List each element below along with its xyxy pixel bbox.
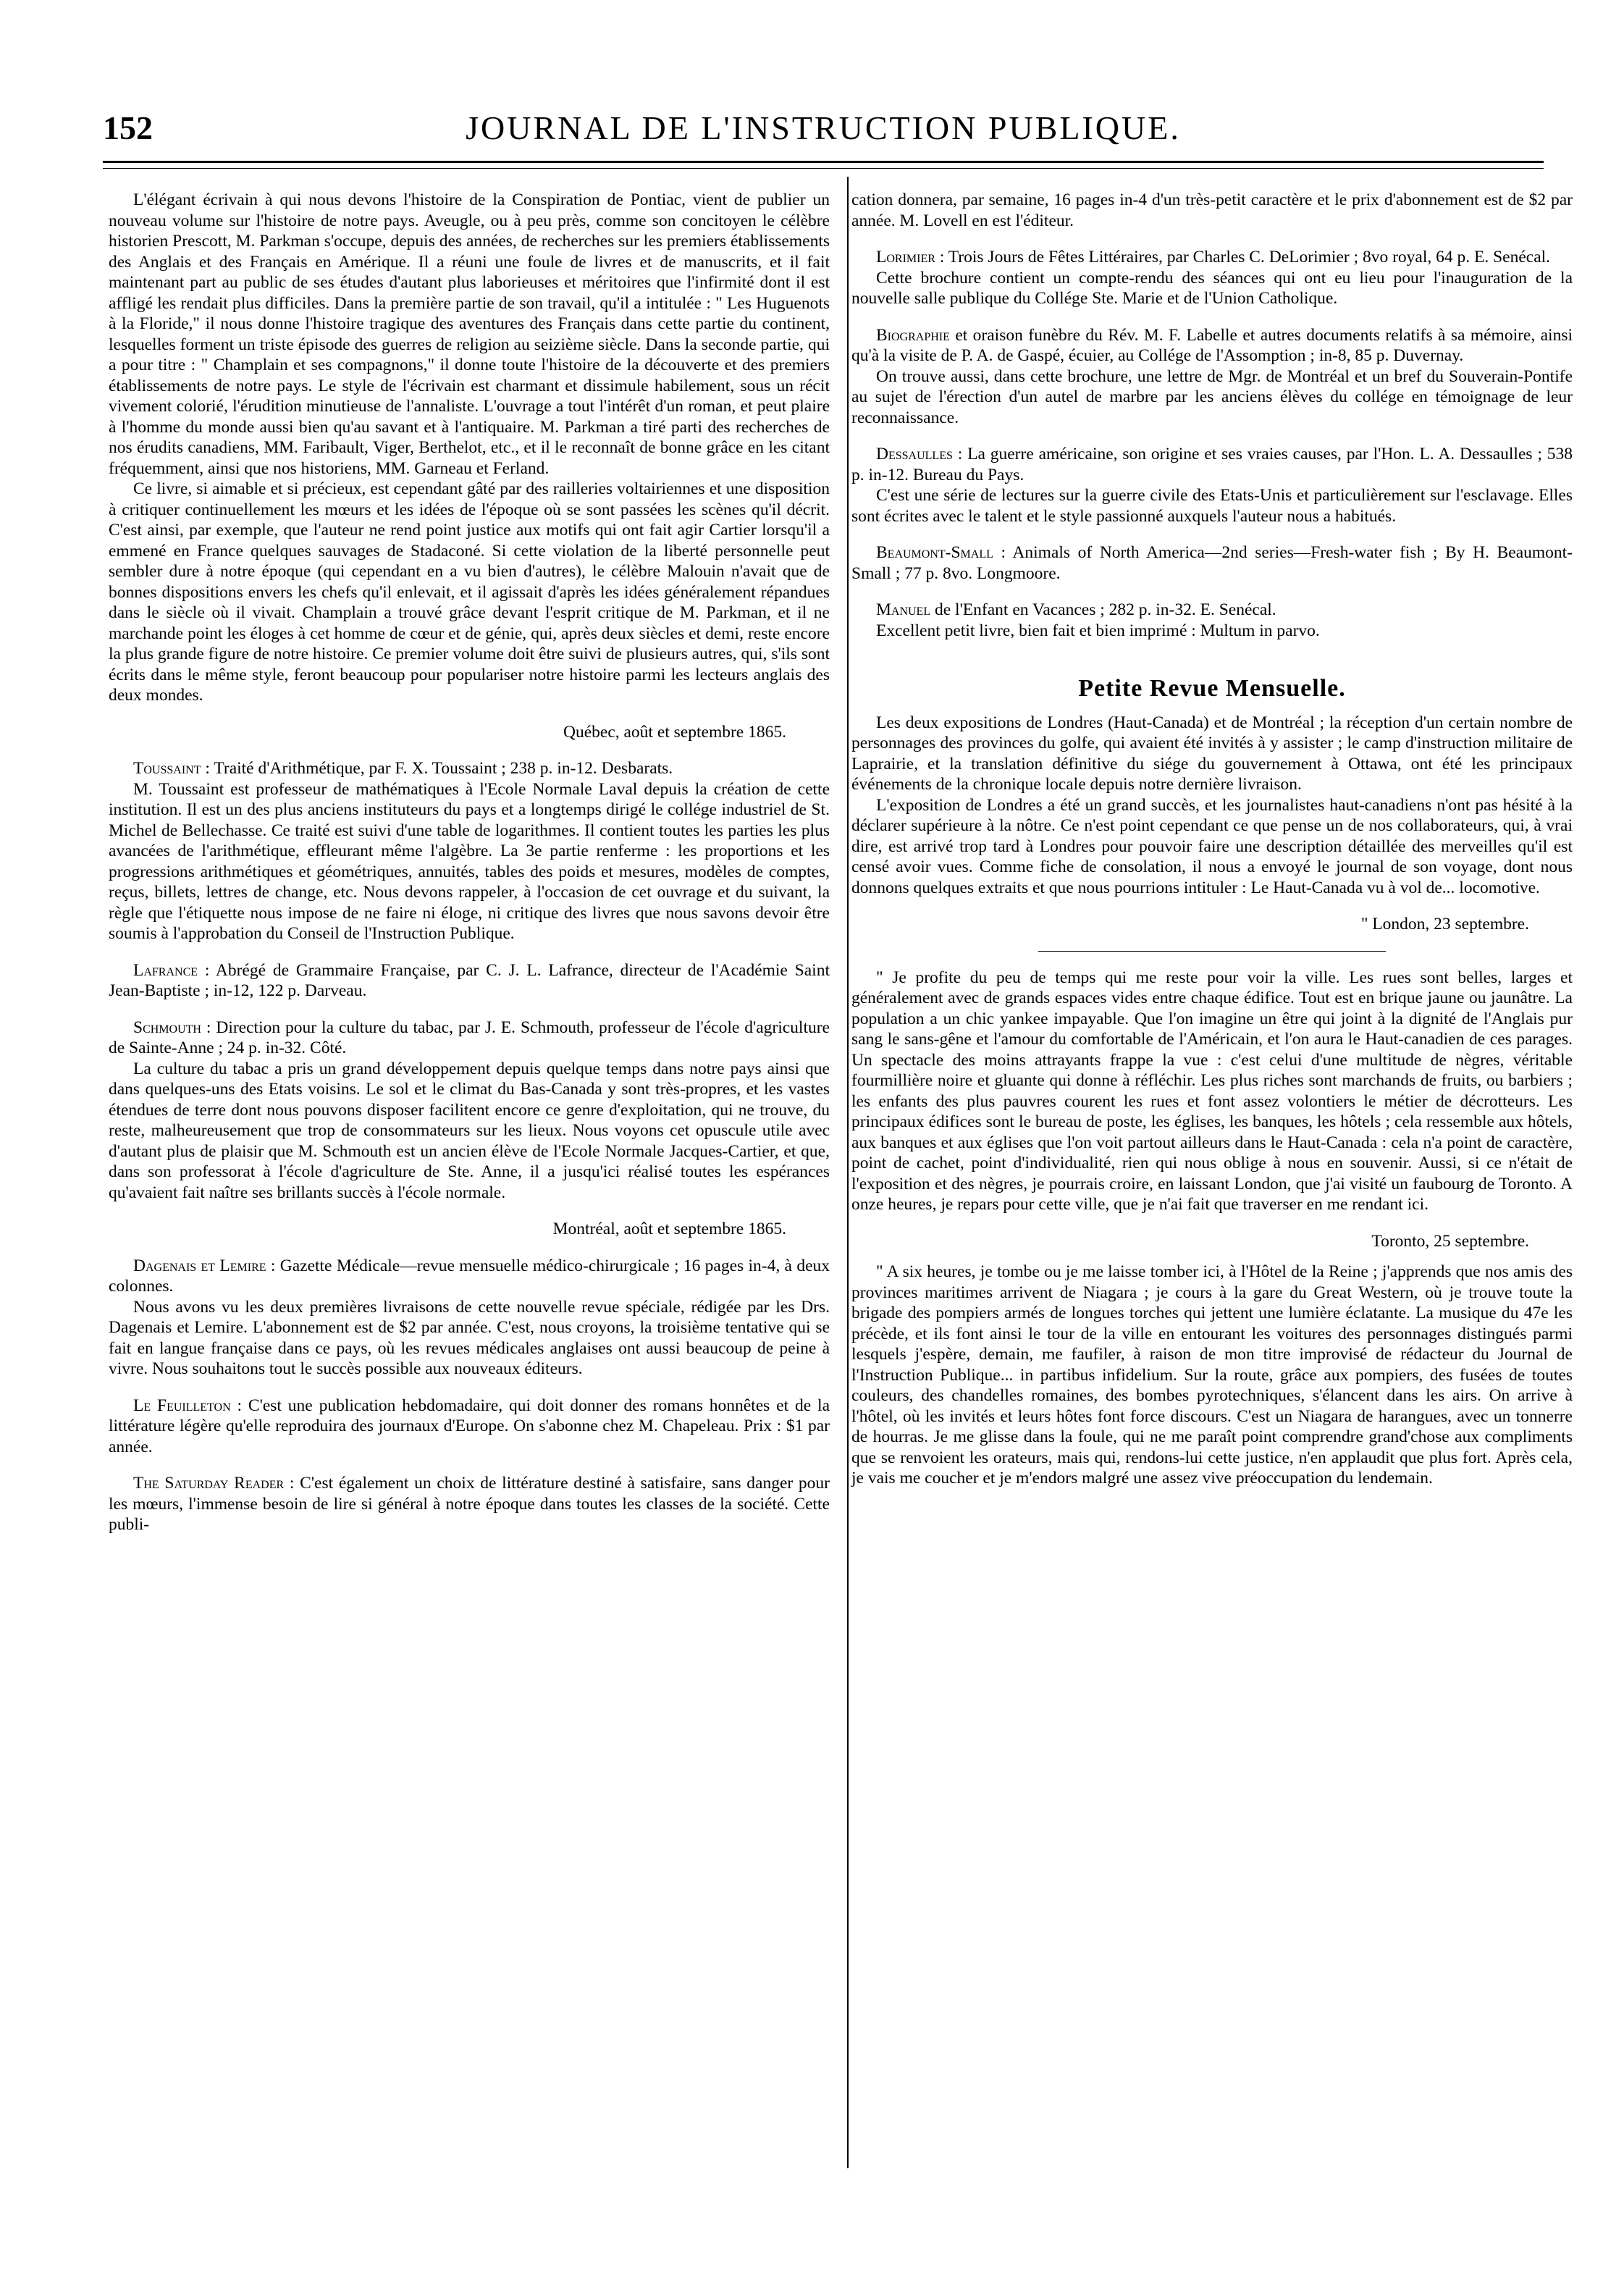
entry-dagenais-body: Nous avons vu les deux premières livraisons de cette nouvelle revue spéciale, rédigée par les Drs. Dagenais et Lemire. L'abonnement est de $2 par année. C'est, nous croyons, la troisième tentative qui se fait en langue française dans ce pays, où les revues médicales anglaises ont aussi beaucoup de peine à vivre. Nous souhaitons tout le succès possible aux nouveaux éditeurs. <box>109 1297 830 1378</box>
left-column <box>109 190 830 1535</box>
page-number: 152 <box>103 109 153 146</box>
entry-title: Traité d'Arithmétique, par F. X. Toussaint ; 238 p. in-12. Desbarats. <box>214 759 673 778</box>
page-header <box>103 109 1544 159</box>
entry-author: Dagenais et Lemire : <box>133 1256 276 1275</box>
entry-toussaint <box>109 758 830 779</box>
entry-author: Toussaint : <box>133 759 210 778</box>
entry-title: Animals of North America—2nd series—Fresh-water fish ; By H. Beaumont-Small ; 77 p. 8vo. Longmoore. <box>851 543 1573 583</box>
london-letter: " Je profite du peu de temps qui me reste pour voir la ville. Les rues sont belles, larges et généralement avec de grands espaces vides entre chaque édifice. Tout est en brique jaune ou jaunâtre. La population a un chic yankee impayable. Que l'on imagine un être qui joint à la dignité de l'Anglais pur sang le sans-gêne et l'amour du comfortable de l'Américain, et l'on aura le Haut-canadien de ces parages. Un spectacle des moins attrayants frappe la vue : c'est celui d'une multitude de nègres, véritable fourmillière noire et gluante qui donne à réfléchir. Les plus riches sont marchands de fruits, ou barbiers ; les enfants des plus pauvres courent les rues et font assez volontiers le métier de décrotteurs. Les principaux édifices sont le bureau de poste, les églises, les banques, les hôtels ; cela ressemble aux hôtels, aux banques et aux églises que l'on voit partout ailleurs dans le Haut-Canada : cela n'a point de caractère, point de cachet, point d'individualité, rien qui nous oblige à nous en souvenir. Aussi, si ce n'était de l'exposition et des nègres, je pourrais croire, en laissant London, que j'ai visité un faubourg de Toronto. A onze heures, je repars pour cette ville, que je n'ai fait que traverser en me rendant ici. <box>851 968 1573 1214</box>
entry-dagenais <box>109 1256 830 1297</box>
entry-author: The Saturday Reader : <box>133 1474 295 1493</box>
saturday-reader-continued: cation donnera, par semaine, 16 pages in-4 d'un très-petit caractère et le prix d'abonnement est de $2 par année. M. Lovell en est l'éditeur. <box>851 190 1573 230</box>
entry-biographie <box>851 325 1573 366</box>
entry-title: Gazette Médicale—revue mensuelle médico-chirurgicale ; 16 pages in-4, à deux colonnes. <box>109 1256 830 1296</box>
header-rule-thick <box>103 161 1544 163</box>
section-title-petite-revue: Petite Revue Mensuelle. <box>1078 675 1346 702</box>
entry-beaumont-small <box>851 542 1573 584</box>
right-column <box>851 190 1573 1489</box>
entry-author: Lorimier : <box>876 248 945 267</box>
entry-author: Le Feuilleton : <box>133 1396 243 1415</box>
column-divider <box>847 177 849 2168</box>
entry-title: Trois Jours de Fêtes Littéraires, par Charles C. DeLorimier ; 8vo royal, 64 p. E. Senécal. <box>948 248 1551 267</box>
entry-author: Biographie <box>876 325 950 345</box>
entry-title: de l'Enfant en Vacances ; 282 p. in-32. E. Senécal. <box>934 600 1276 619</box>
entry-toussaint-body: M. Toussaint est professeur de mathématiques à l'Ecole Normale Laval depuis la création de cette institution. Il est un des plus anciens instituteurs du pays et a longtemps dirigé le collége industriel de St. Michel de Bellechasse. Ce traité est suivi d'une table de logarithmes. Il contient toutes les parties les plus avancées de l'arithmétique, effleurant même l'algèbre. La 3e partie renferme : les proportions et les progressions arithmétiques et géométriques, annuités, tables des poids et mesures, modèles de comptes, reçus, billets, lettres de change, etc. Nous devons rappeler, à l'occasion de cet ouvrage et du suivant, la règle que l'étiquette nous impose de ne faire ni éloge, ni critique des livres que nous savons devoir être soumis à l'approbation du Conseil de l'Instruction Publique. <box>109 779 830 943</box>
entry-schmouth <box>109 1018 830 1059</box>
entry-lorimier-body: Cette brochure contient un compte-rendu des séances qui ont eu lieu pour l'inauguration de la nouvelle salle publique du Collége Ste. Marie et de l'Union Catholique. <box>851 268 1573 308</box>
journal-title: JOURNAL DE L'INSTRUCTION PUBLIQUE. <box>466 109 1181 146</box>
section-divider <box>1038 951 1386 952</box>
entry-body: C'est une publication hebdomadaire, qui doit donner des romans honnêtes et de la littérature légère qu'elle reproduira des journaux d'Europe. On s'abonne chez M. Chapeleau. Prix : $1 par année. <box>109 1396 830 1456</box>
entry-title: La guerre américaine, son origine et ses vraies causes, par l'Hon. L. A. Dessaulles ; 538 p. in-12. Bureau du Pays. <box>851 445 1573 484</box>
dateline-london: " London, 23 septembre. <box>1360 915 1529 933</box>
parkman-paragraph-1: L'élégant écrivain à qui nous devons l'histoire de la Conspiration de Pontiac, vient de publier un nouveau volume sur l'histoire de notre pays. Aveugle, ou à peu près, comme son concitoyen le célèbre historien Prescott, M. Parkman s'occupe, depuis des années, de recherches sur les premiers établissements des Anglais et des Français en Amérique. Il a réuni une foule de livres et de manuscrits, et il fait maintenant part au public de ses études d'autant plus laborieuses et méritoires que l'infirmité dont il est affligé les rendait plus difficiles. Dans la première partie de son travail, qu'il a intitulée : " Les Huguenots à la Floride," il nous donne l'histoire tragique des aventures des Français dans cette partie du continent, lesquelles forment un triste épisode des guerres de religion au seizième siècle. Dans la seconde partie, qui a pour titre : " Champlain et ses compagnons," il donne toute l'histoire de la découverte et des premiers établissements de notre pays. Le style de l'écrivain est charmant et dissimule habilement, sous un récit vivement colorié, l'érudition minutieuse de l'annaliste. L'ouvrage a tout l'intérêt d'un roman, et peut plaire à l'homme du monde aussi bien qu'au savant et à l'antiquaire. M. Parkman a tiré parti des recherches de nos érudits canadiens, MM. Faribault, Viger, Berthelot, etc., et il le reconnaît de bonne grâce en les citant fréquemment, ainsi que nos historiens, MM. Garneau et Ferland. <box>109 190 830 478</box>
entry-author: Schmouth : <box>133 1018 211 1037</box>
entry-saturday-reader <box>109 1473 830 1535</box>
entry-biographie-body: On trouve aussi, dans cette brochure, une lettre de Mgr. de Montréal et un bref du Souverain-Pontife au sujet de l'érection d'un autel de marbre par les anciens élèves du collége en témoignage de leur reconnaissance. <box>851 366 1573 427</box>
entry-title: Abrégé de Grammaire Française, par C. J. L. Lafrance, directeur de l'Académie Saint Jean-Baptiste ; in-12, 122 p. Darveau. <box>109 960 830 1000</box>
entry-lorimier <box>851 247 1573 268</box>
entry-title: Direction pour la culture du tabac, par J. E. Schmouth, professeur de l'école d'agriculture de Sainte-Anne ; 24 p. in-32. Côté. <box>109 1018 830 1057</box>
header-rule-thin <box>103 168 1544 169</box>
entry-author: Dessaulles : <box>876 445 963 463</box>
entry-author: Lafrance : <box>133 960 210 980</box>
revue-paragraph-2: L'exposition de Londres a été un grand succès, et les journalistes haut-canadiens n'ont pas hésité à la déclarer supérieure à la nôtre. Ce n'est point cependant ce que pense un de nos collaborateurs, qui, à vrai dire, est arrivé trop tard à Londres pour pouvoir faire une description détaillée des merveilles qu'il est censé avoir vues. Comme fiche de consolation, il nous a envoyé le journal de son voyage, dont nous donnons quelques extraits et que nous pourrions intituler : Le Haut-Canada vu à vol de... locomotive. <box>851 795 1573 897</box>
entry-body: C'est également un choix de littérature destiné à satisfaire, sans danger pour les mœurs, l'immense besoin de lire si général à notre époque dans toutes les classes de la société. Cette publi- <box>109 1474 830 1534</box>
dateline-quebec: Québec, août et septembre 1865. <box>563 722 786 742</box>
entry-author: Beaumont-Small : <box>876 543 1006 562</box>
entry-author: Manuel <box>876 600 931 619</box>
entry-lafrance <box>109 960 830 1002</box>
dateline-toronto: Toronto, 25 septembre. <box>1371 1231 1529 1251</box>
entry-title: et oraison funèbre du Rév. M. F. Labelle et autres documents relatifs à sa mémoire, ainsi qu'à la visite de P. A. de Gaspé, écuier, au Collége de l'Assomption ; in-8, 85 p. Duvernay. <box>851 325 1573 365</box>
entry-dessaulles-body: C'est une série de lectures sur la guerre civile des Etats-Unis et particulièrement sur l'esclavage. Elles sont écrites avec le talent et le style passionné auxquels l'auteur nous a habitués. <box>851 486 1573 526</box>
dateline-montreal: Montréal, août et septembre 1865. <box>552 1220 786 1238</box>
entry-manuel <box>851 600 1573 621</box>
toronto-letter: " A six heures, je tombe ou je me laisse tomber ici, à l'Hôtel de la Reine ; j'apprends que nos amis des provinces maritimes arrivent de Niagara ; je cours à la gare du Great Western, où je trouve toute la brigade des pompiers armés de longues torches qui jettent une lumière éclatante. La musique du 47e les précède, et ils font ainsi le tour de la ville en entourant les voitures des personnages distingués parmi lesquels j'espère, demain, me faufiler, à raison de mon titre improvisé de rédacteur du Journal de l'Instruction Publique... in partibus infidelium. Sur la route, grâce aux pompiers, des fusées de toutes couleurs, des chandelles romaines, des bombes pyrotechniques, s'élancent dans les airs. On arrive à l'hôtel, où les invités et leurs hôtes font force discours. C'est un Niagara de harangues, avec un tonnerre de hourras. Je me glisse dans la foule, qui ne me paraît point comprendre grand'chose aux compliments que se renvoient les orateurs, mais qui, rendons-lui cette justice, n'en applaudit que plus fort. Après cela, je vais me coucher et je m'endors malgré une assez vive préoccupation du lendemain. <box>851 1262 1573 1488</box>
parkman-paragraph-2: Ce livre, si aimable et si précieux, est cependant gâté par des railleries voltairiennes et une disposition à critiquer continuellement les mœurs et les idées de l'époque où se sont passées les scènes qu'il décrit. C'est ainsi, par exemple, que l'auteur ne rend point justice aux motifs qui ont fait agir Cartier lorsqu'il a emmené en France quelques sauvages de Stadaconé. Si cette violation de la liberté personnelle peut sembler dure à notre époque (qui cependant en a vu bien d'autres), le célèbre Malouin n'avait que de bonnes dispositions envers les chefs qu'il enlevait, et il agissait d'après les idées généralement répandues dans le siècle où il vivait. Champlain a trouvé grâce devant l'esprit critique de M. Parkman, et il ne marchande point les éloges à cet homme de cœur et de génie, qui, après deux siècles et demi, reste encore la plus grande figure de notre histoire. Ce premier volume doit être suivi de plusieurs autres, qui, s'ils sont écrits dans le même style, feront beaucoup pour populariser notre histoire parmi les lecteurs anglais des deux mondes. <box>109 479 830 705</box>
entry-manuel-body: Excellent petit livre, bien fait et bien imprimé : Multum in parvo. <box>876 621 1320 640</box>
entry-schmouth-body: La culture du tabac a pris un grand développement depuis quelque temps dans notre pays ainsi que dans quelques-uns des Etats voisins. Le sol et le climat du Bas-Canada y sont très-propres, et les vastes étendues de terre dont nous pouvons disposer facilitent encore ce genre d'exploitation, qui ne trouve, du reste, malheureusement que trop de consommateurs sur les lieux. Nous voyons cet opuscule utile avec d'autant plus de plaisir que M. Schmouth est un ancien élève de l'Ecole Normale Jacques-Cartier, et que, dans son professorat à l'école d'agriculture de Ste. Anne, il a jusqu'ici réalisé toutes les espérances qu'avaient fait naître ses brillants succès à l'école normale. <box>109 1059 830 1202</box>
revue-paragraph-1: Les deux expositions de Londres (Haut-Canada) et de Montréal ; la réception d'un certain nombre de personnages des provinces du golfe, qui avaient été invités à y assister ; le camp d'instruction militaire de Laprairie, et la translation définitive du siége du gouvernement à Ottawa, ont été les principaux événements de la chronique locale depuis notre dernière livraison. <box>851 713 1573 794</box>
entry-feuilleton <box>109 1396 830 1458</box>
entry-dessaulles <box>851 444 1573 485</box>
